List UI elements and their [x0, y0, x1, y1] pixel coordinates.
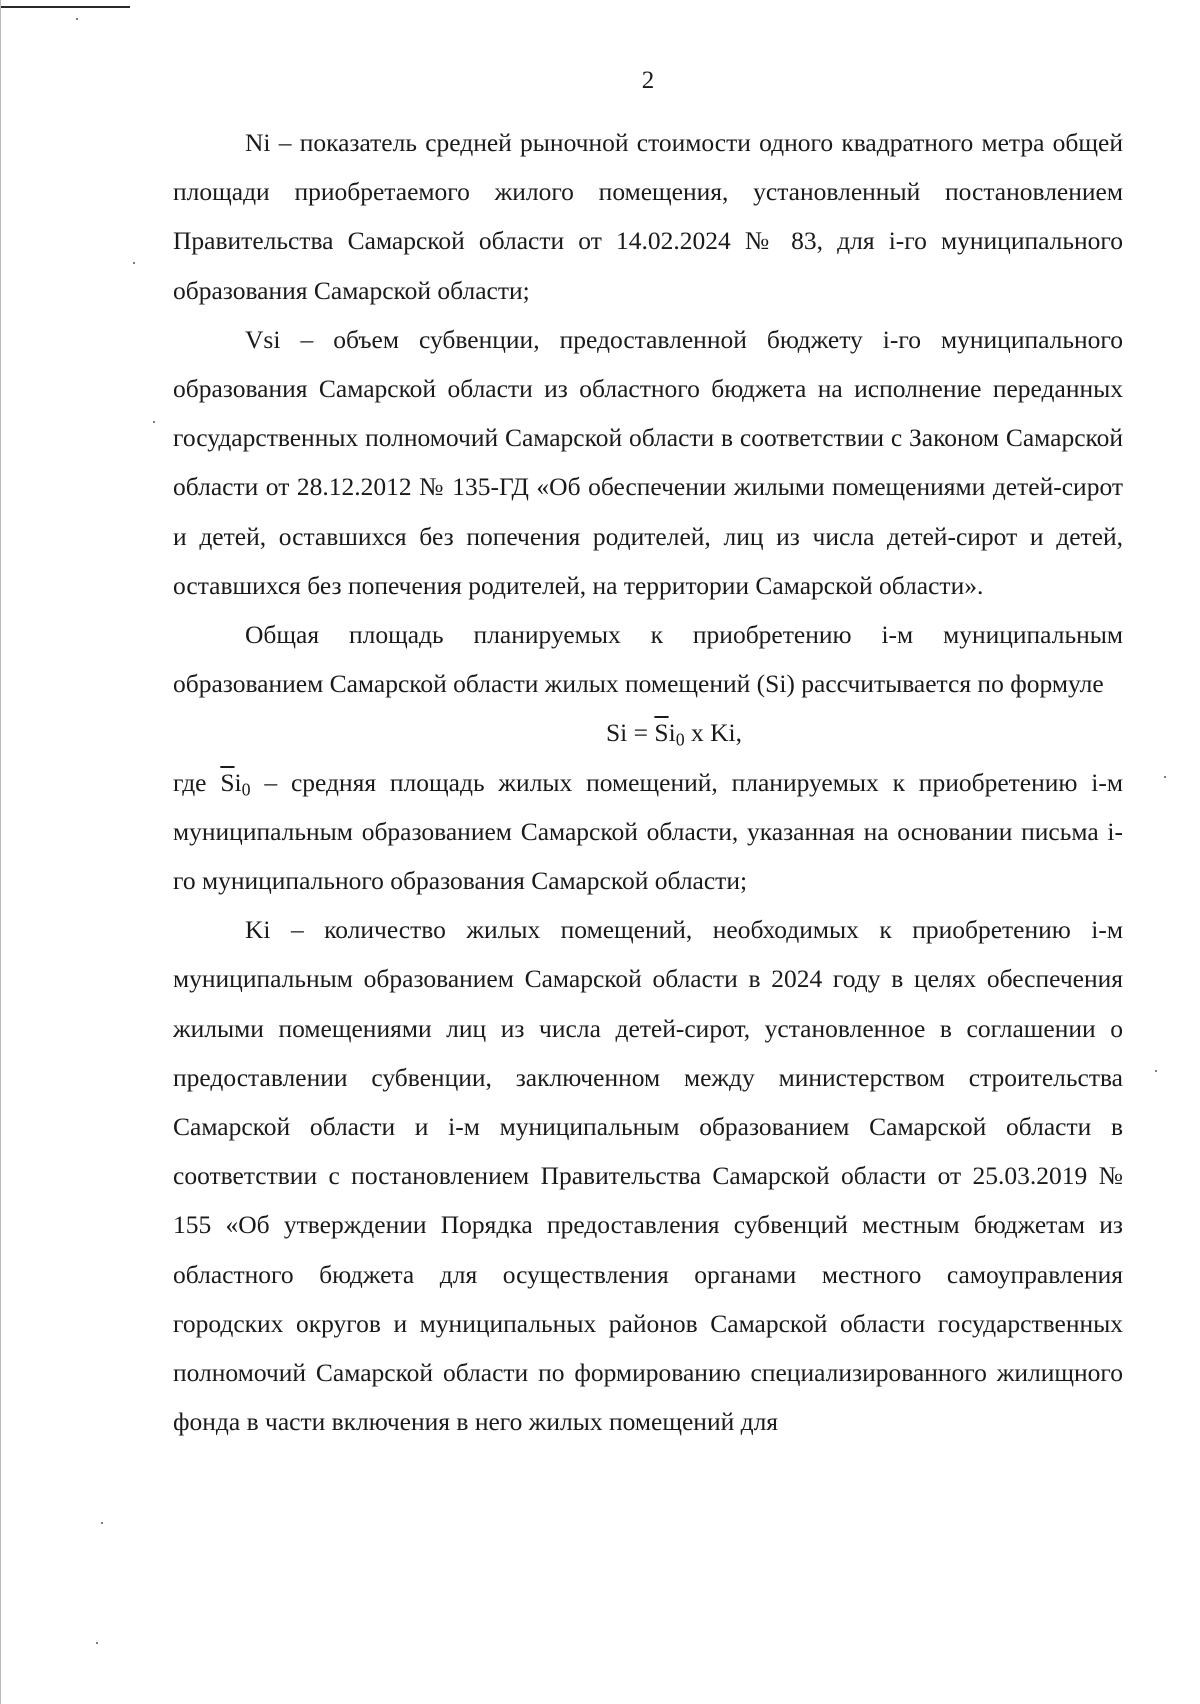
- scan-speck: [133, 262, 135, 264]
- formula-rhs: x Ki,: [684, 718, 742, 748]
- scan-speck: [96, 1642, 98, 1644]
- scan-speck: [153, 421, 155, 423]
- document-body: [173, 118, 1123, 1446]
- scan-edge-mark: [0, 6, 130, 8]
- where-var-rest: i: [234, 767, 242, 797]
- where-prefix: где: [173, 767, 221, 797]
- formula-subscript: 0: [675, 729, 685, 750]
- formula-var-rest: i: [668, 718, 676, 748]
- scan-speck: [76, 18, 78, 20]
- scan-speck: [1164, 776, 1166, 778]
- formula-overlined-symbol: $\overline{S}$: [654, 718, 669, 748]
- formula-lhs: Si =: [606, 718, 655, 748]
- scan-speck: [101, 1522, 103, 1524]
- page-number: 2: [641, 67, 655, 94]
- where-text: – средняя площадь жилых помещений, планируемых к приобретению i-м муниципальным образованием Самарской области, указанная на основании письма i-го муниципального образования Самарской области;: [173, 767, 1123, 896]
- paragraph-total-area: Общая площадь планируемых к приобретению i-м муниципальным образованием Самарской области жилых помещений (Si) рассчитывается по формуле: [173, 620, 1123, 699]
- scan-edge-mark-left: [0, 0, 1, 1704]
- paragraph-vsi: Vsi – объем субвенции, предоставленной бюджету i-го муниципального образования Самарской области из областного бюджета на исполнение переданных государственных полномочий Самарской области в соответствии с Законом Самарской области от 28.12.2012 № 135-ГД «Об обеспечении жилыми помещениями детей-сирот и детей, оставшихся без попечения родителей, лиц из числа детей-сирот и детей, оставшихся без попечения родителей, на территории Самарской области».: [173, 324, 1123, 600]
- formula: [173, 708, 1123, 757]
- where-overlined-symbol: $\overline{S}$: [220, 767, 235, 797]
- paragraph-ni: Ni – показатель средней рыночной стоимости одного квадратного метра общей площади приобретаемого жилого помещения, установленный постановлением Правительства Самарской области от 14.02.2024 № 83, для i-го муниципального образования Самарской области;: [173, 128, 1123, 305]
- paragraph-where: [173, 758, 1123, 906]
- scan-speck: [1155, 1070, 1157, 1072]
- where-subscript: 0: [241, 779, 251, 800]
- paragraph-ki: Ki – количество жилых помещений, необходимых к приобретению i-м муниципальным образованием Самарской области в 2024 году в целях обеспечения жилыми помещениями лиц из числа детей-сирот, установленное в соглашении о предоставлении субвенции, заключенном между министерством строительства Самарской области и i-м муниципальным образованием Самарской области в соответствии с постановлением Правительства Самарской области от 25.03.2019 № 155 «Об утверждении Порядка предоставления субвенций местным бюджетам из областного бюджета для осуществления органами местного самоуправления городских округов и муниципальных районов Самарской области государственных полномочий Самарской области по формированию специализированного жилищного фонда в части включения в него жилых помещений для: [173, 915, 1123, 1437]
